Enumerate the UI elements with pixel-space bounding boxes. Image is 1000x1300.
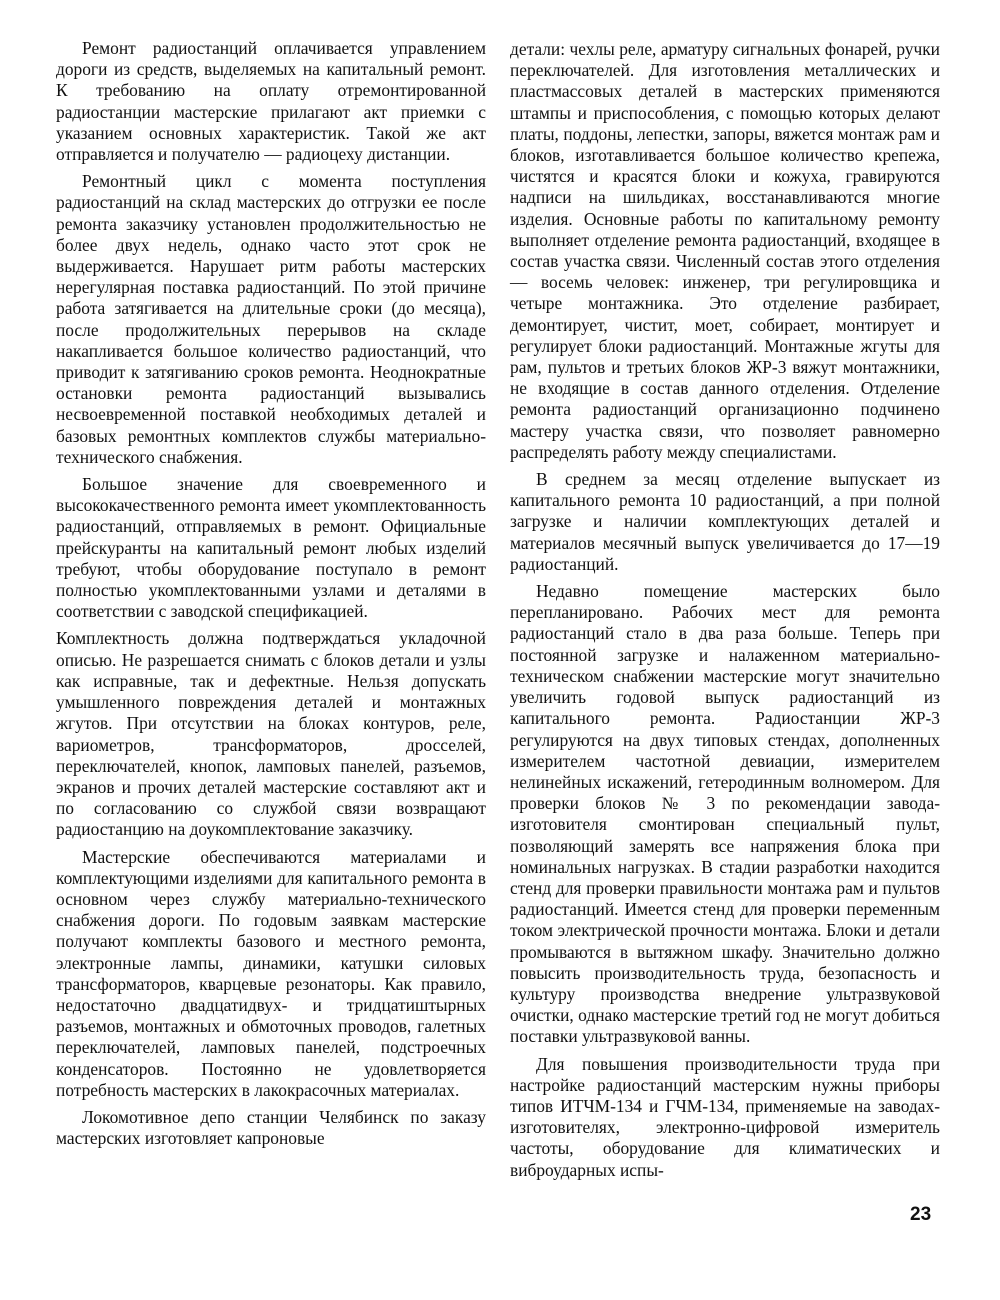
paragraph: Комплектность должна подтверждаться укладочной описью. Не разрешается снимать с блоков детали и узлы как исправные, так и дефектные. Нельзя допускать умышленного повреждения деталей и монтажных жгутов. При отсутствии на блоках контуров, реле, вариометров, трансформаторов, дросселей, переключателей, кнопок, ламповых панелей, разъемов, экранов и прочих деталей мастерские составляют акт и по согласованию со службой связи возвращают радиостанцию на доукомплектование заказчику. [56,628,486,840]
right-column [510,39,940,1187]
paragraph: Для повышения производительности труда при настройке радиостанций мастерским нужны приборы типов ИТЧМ-134 и ГЧМ-134, применяемые на заводах-изготовителях, электронно-цифровой измеритель частоты, оборудование для климатических и виброударных испы- [510,1053,940,1180]
paragraph: Локомотивное депо станции Челябинск по заказу мастерских изготовляет капроновые [56,1106,486,1149]
paragraph: В среднем за месяц отделение выпускает из капитального ремонта 10 радиостанций, а при полной загрузке и наличии комплектующих деталей и материалов месячный выпуск увеличивается до 17—19 радиостанций. [510,469,940,574]
page-number: 23 [910,1204,932,1225]
paragraph: Ремонтный цикл с момента поступления радиостанций на склад мастерских до отгрузки ее после ремонта заказчику установлен продолжительностью не более двух недель, однако часто этот срок не выдерживается. Нарушает ритм работы мастерских нерегулярная поставка радиостанций. По этой причине работа затягивается на длительные сроки (до месяца), после продолжительных перерывов на складе накапливается большое количество радиостанций, что приводит к затягиванию сроков ремонта. Неоднократные остановки ремонта радиостанций вызывались несвоевременной поставкой необходимых деталей и базовых ремонтных комплектов службы материально-технического снабжения. [56,171,486,467]
paragraph: Недавно помещение мастерских было перепланировано. Рабочих мест для ремонта радиостанций стало в два раза больше. Теперь при постоянной загрузке и налаженном материально-техническом снабжении мастерские могут значительно увеличить годовой выпуск радиостанций из капитального ремонта. Радиостанции ЖР-3 регулируются на двух типовых стендах, дополненных измерителем частотной девиации, измерителем нелинейных искажений, гетеродинным волномером. Для проверки блоков № 3 по рекомендации завода-изготовителя смонтирован специальный пульт, позволяющий замерять все напряжения блока при номинальных нагрузках. В стадии разработки находится стенд для проверки правильности монтажа рам и пультов радиостанций. Имеется стенд для проверки переменным током электрической прочности монтажа. Блоки и детали промываются в вытяжном шкафу. Значительно должно повысить производительность труда, безопасность и культуру производства внедрение ультразвуковой очистки, однако мастерские третий год не могут добиться поставки ультразвуковой ванны. [510,581,940,1047]
paragraph: Ремонт радиостанций оплачивается управлением дороги из средств, выделяемых на капитальный ремонт. К требованию на оплату отремонтированной радиостанции мастерские прилагают акт приемки с указанием основных характеристик. Такой же акт отправляется и получателю — радиоцеху дистанции. [56,38,486,165]
paragraph: Мастерские обеспечиваются материалами и комплектующими изделиями для капитального ремонта в основном через службу материально-технического снабжения дороги. По годовым заявкам мастерские получают комплекты базового и местного ремонта, электронные лампы, динамики, катушки силовых трансформаторов, кварцевые резонаторы. Как правило, недостаточно двадцатидвух- и тридцатиштырных разъемов, монтажных и обмоточных проводов, галетных переключателей, ламповых панелей, подстроечных конденсаторов. Постоянно не удовлетворяется потребность мастерских в лакокрасочных материалах. [56,846,486,1100]
paragraph: Большое значение для своевременного и высококачественного ремонта имеет укомплектованность радиостанций, отправляемых в ремонт. Официальные прейскуранты на капитальный ремонт любых изделий требуют, чтобы оборудование поступало в ремонт полностью укомплектованными узлами и деталями в соответствии с заводской спецификацией. [56,474,486,622]
paragraph: детали: чехлы реле, арматуру сигнальных фонарей, ручки переключателей. Для изготовления металлических и пластмассовых деталей в мастерских применяются штампы и приспособления, с помощью которых делают платы, поддоны, лепестки, запоры, вяжется монтаж рам и блоков, изготавливается большое количество крепежа, чистятся и красятся блоки и кожуха, гравируются надписи на шильдиках, восстанавливаются многие изделия. Основные работы по капитальному ремонту выполняет отделение ремонта радиостанций, входящее в состав участка связи. Численный состав этого отделения — восемь человек: инженер, три регулировщика и четыре монтажника. Это отделение разбирает, демонтирует, чистит, моет, собирает, монтирует и регулирует блоки радиостанций. Монтажные жгуты для рам, пультов и третьих блоков ЖР-3 вяжут монтажники, не входящие в состав данного отделения. Отделение ремонта радиостанций организационно подчинено мастеру участка связи, что позволяет равномерно распределять работу между специалистами. [510,39,940,462]
left-column [56,38,486,1155]
